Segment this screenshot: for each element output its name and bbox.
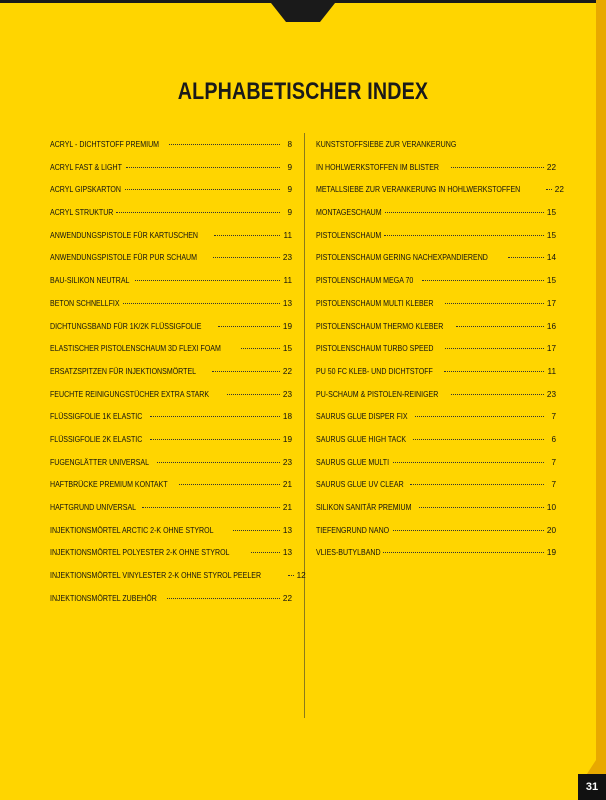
dot-leader <box>233 530 281 531</box>
index-entry <box>50 185 292 208</box>
index-entry-page: 11 <box>547 366 556 376</box>
index-entry <box>50 253 292 276</box>
index-entry-page: 22 <box>546 162 556 172</box>
index-entry-name: PU 50 FC KLEB- UND DICHTSTOFF <box>316 366 433 376</box>
index-entry-page: 18 <box>282 412 292 422</box>
column-divider <box>304 133 305 718</box>
index-entry-page: 16 <box>546 321 556 331</box>
dot-leader <box>413 439 544 440</box>
page-number: 31 <box>578 774 606 800</box>
dot-leader <box>385 212 544 213</box>
index-entry-name: BETON SCHNELLFIX <box>50 298 120 308</box>
index-entry <box>316 163 556 186</box>
index-entry-page: 9 <box>287 185 292 195</box>
index-entry <box>316 322 556 345</box>
index-entry-name: SILIKON SANITÄR PREMIUM <box>316 503 412 512</box>
index-entry <box>316 344 556 367</box>
index-entry-name: PISTOLENSCHAUM TURBO SPEED <box>316 344 434 354</box>
dot-leader <box>214 235 280 236</box>
index-entry-name: KUNSTSTOFFSIEBE ZUR VERANKERUNG <box>316 140 457 149</box>
index-entry-name: MONTAGESCHAUM <box>316 208 382 218</box>
index-entry-page: 7 <box>551 457 556 467</box>
dot-leader <box>227 394 280 395</box>
index-entry-page: 13 <box>282 548 292 558</box>
index-entry-name: VLIES-BUTYLBAND <box>316 548 381 558</box>
dot-leader <box>169 144 280 145</box>
index-entry-page: 23 <box>546 389 556 399</box>
index-entry <box>316 367 556 390</box>
index-entry <box>316 458 556 481</box>
dot-leader <box>546 189 552 190</box>
side-stripe <box>578 0 606 800</box>
index-entry <box>50 299 292 322</box>
index-entry-name: ERSATZSPITZEN FÜR INJEKTIONSMÖRTEL <box>50 366 197 376</box>
index-entry <box>50 163 292 186</box>
index-entry-page: 10 <box>546 503 556 512</box>
index-entry <box>50 140 292 163</box>
dot-leader <box>241 348 280 349</box>
dot-leader <box>508 257 544 258</box>
index-entry <box>316 253 556 276</box>
index-entry-page: 21 <box>282 503 292 512</box>
dot-leader <box>415 416 544 417</box>
index-entry-name: PISTOLENSCHAUM MEGA 70 <box>316 276 414 286</box>
index-entry-name: METALLSIEBE ZUR VERANKERUNG IN HOHLWERKSTOFFEN <box>316 185 521 195</box>
index-entry-page: 7 <box>551 412 556 422</box>
index-entry <box>316 276 556 299</box>
index-entry-name: SAURUS GLUE UV CLEAR <box>316 480 404 490</box>
dot-leader <box>445 348 544 349</box>
index-entry <box>316 412 556 435</box>
index-entry-page: 19 <box>546 548 556 558</box>
dot-leader <box>251 552 280 553</box>
dot-leader <box>451 394 544 395</box>
index-entry-page: 20 <box>546 525 556 535</box>
index-entry-name: PISTOLENSCHAUM GERING NACHEXPANDIEREND <box>316 253 488 263</box>
dot-leader <box>445 303 544 304</box>
index-entry-name: INJEKTIONSMÖRTEL ARCTIC 2-K OHNE STYROL <box>50 525 214 535</box>
index-entry <box>50 548 292 571</box>
index-entry-page: 15 <box>546 230 556 240</box>
index-entry <box>50 435 292 458</box>
index-entry-page: 8 <box>287 140 292 149</box>
index-entry <box>316 299 556 322</box>
index-entry-page: 11 <box>283 230 292 240</box>
index-entry-name: ELASTISCHER PISTOLENSCHAUM 3D FLEXI FOAM <box>50 344 221 354</box>
index-entry-page: 14 <box>546 253 556 263</box>
dot-leader <box>179 484 280 485</box>
index-column-right <box>316 140 564 571</box>
index-entry-page: 22 <box>282 593 292 603</box>
dot-leader <box>288 575 294 576</box>
index-entry <box>316 548 556 571</box>
dot-leader <box>456 326 544 327</box>
dot-leader <box>444 371 544 372</box>
index-entry-name: INJEKTIONSMÖRTEL ZUBEHÖR <box>50 593 157 603</box>
index-entry-name: SAURUS GLUE HIGH TACK <box>316 434 407 444</box>
index-entry <box>50 594 292 617</box>
index-entry <box>316 390 556 413</box>
index-entry <box>316 435 556 458</box>
index-entry <box>50 322 292 345</box>
index-entry <box>316 526 556 549</box>
index-entry-name: INJEKTIONSMÖRTEL VINYLESTER 2-K OHNE STYROL PEELER <box>50 571 262 581</box>
index-entry-name: INJEKTIONSMÖRTEL POLYESTER 2-K OHNE STYROL <box>50 548 230 558</box>
dot-leader <box>419 507 544 508</box>
index-entry-page: 22 <box>282 366 292 376</box>
index-entry <box>50 526 292 549</box>
dot-leader <box>213 257 280 258</box>
index-entry-page: 7 <box>551 480 556 490</box>
dot-leader <box>451 167 544 168</box>
index-entry-name: TIEFENGRUND NANO <box>316 525 390 535</box>
index-entry-name: DICHTUNGSBAND FÜR 1K/2K FLÜSSIGFOLIE <box>50 321 202 331</box>
index-entry-page: 12 <box>296 571 306 581</box>
index-entry <box>50 276 292 299</box>
index-entry-page: 23 <box>282 253 292 263</box>
index-entry <box>50 367 292 390</box>
index-entry-name: ACRYL FAST & LIGHT <box>50 162 122 172</box>
index-entry-page: 23 <box>282 457 292 467</box>
dot-leader <box>212 371 280 372</box>
index-entry <box>316 503 556 526</box>
dot-leader <box>393 530 544 531</box>
index-entry <box>316 185 564 208</box>
index-entry-page: 15 <box>282 344 292 354</box>
index-entry-page: 6 <box>551 434 556 444</box>
index-entry-name: BAU-SILIKON NEUTRAL <box>50 276 130 286</box>
dot-leader <box>383 552 544 553</box>
dot-leader <box>150 416 280 417</box>
index-entry-name: ACRYL - DICHTSTOFF PREMIUM <box>50 140 160 149</box>
dot-leader <box>142 507 280 508</box>
dot-leader <box>125 189 280 190</box>
index-entry-page: 11 <box>283 276 292 286</box>
index-entry <box>50 208 292 231</box>
dot-leader <box>410 484 544 485</box>
index-entry-name: HAFTGRUND UNIVERSAL <box>50 503 137 512</box>
index-entry-name: PU-SCHAUM & PISTOLEN-REINIGER <box>316 389 439 399</box>
dot-leader <box>157 462 280 463</box>
index-entry-name: PISTOLENSCHAUM MULTI KLEBER <box>316 298 434 308</box>
index-entry-page: 9 <box>287 162 292 172</box>
index-column-left <box>50 140 306 616</box>
index-entry-page: 19 <box>282 321 292 331</box>
dot-leader <box>218 326 280 327</box>
index-entry-name: PISTOLENSCHAUM THERMO KLEBER <box>316 321 444 331</box>
index-entry <box>50 503 292 526</box>
index-entry-page: 19 <box>282 434 292 444</box>
page-title: ALPHABETISCHER INDEX <box>177 78 429 105</box>
index-entry-name: ACRYL GIPSKARTON <box>50 185 121 195</box>
index-entry-name: FUGENGLÄTTER UNIVERSAL <box>50 457 149 467</box>
index-entry-page: 22 <box>554 185 564 195</box>
index-entry-page: 15 <box>546 276 556 286</box>
index-entry <box>50 458 292 481</box>
dot-leader <box>123 303 280 304</box>
index-entry <box>50 480 292 503</box>
index-entry-name: ACRYL STRUKTUR <box>50 208 114 218</box>
index-entry <box>316 208 556 231</box>
index-entry <box>316 480 556 503</box>
index-entry-name: FEUCHTE REINIGUNGSTÜCHER EXTRA STARK <box>50 389 210 399</box>
dot-leader <box>384 235 544 236</box>
index-entry-name: FLÜSSIGFOLIE 2K ELASTIC <box>50 434 143 444</box>
dot-leader <box>150 439 280 440</box>
index-entry-page: 13 <box>282 525 292 535</box>
index-entry <box>316 231 556 254</box>
index-entry-name: ANWENDUNGSPISTOLE FÜR PUR SCHAUM <box>50 253 197 263</box>
index-entry <box>50 390 292 413</box>
index-entry <box>50 344 292 367</box>
index-entry-name: IN HOHLWERKSTOFFEN IM BLISTER <box>316 162 439 172</box>
dot-leader <box>126 167 280 168</box>
index-entry <box>50 412 292 435</box>
index-entry-name: ANWENDUNGSPISTOLE FÜR KARTUSCHEN <box>50 230 199 240</box>
index-entry-name: HAFTBRÜCKE PREMIUM KONTAKT <box>50 480 168 490</box>
index-entry-page: 17 <box>546 298 556 308</box>
index-entry-name: SAURUS GLUE MULTI <box>316 457 390 467</box>
dot-leader <box>393 462 544 463</box>
index-entry-page: 9 <box>287 208 292 218</box>
top-banner <box>0 0 606 26</box>
index-entry-name: SAURUS GLUE DISPER FIX <box>316 412 408 422</box>
index-entry-page: 23 <box>282 389 292 399</box>
index-entry <box>50 571 306 594</box>
index-entry-page: 15 <box>546 208 556 218</box>
index-entry-page: 13 <box>282 298 292 308</box>
dot-leader <box>167 598 280 599</box>
dot-leader <box>422 280 544 281</box>
dot-leader <box>116 212 280 213</box>
index-entry-name: PISTOLENSCHAUM <box>316 230 382 240</box>
index-entry <box>50 231 292 254</box>
index-entry-name: FLÜSSIGFOLIE 1K ELASTIC <box>50 412 143 422</box>
dot-leader <box>135 280 280 281</box>
index-entry <box>316 140 556 163</box>
index-entry-page: 17 <box>546 344 556 354</box>
index-entry-page: 21 <box>282 480 292 490</box>
